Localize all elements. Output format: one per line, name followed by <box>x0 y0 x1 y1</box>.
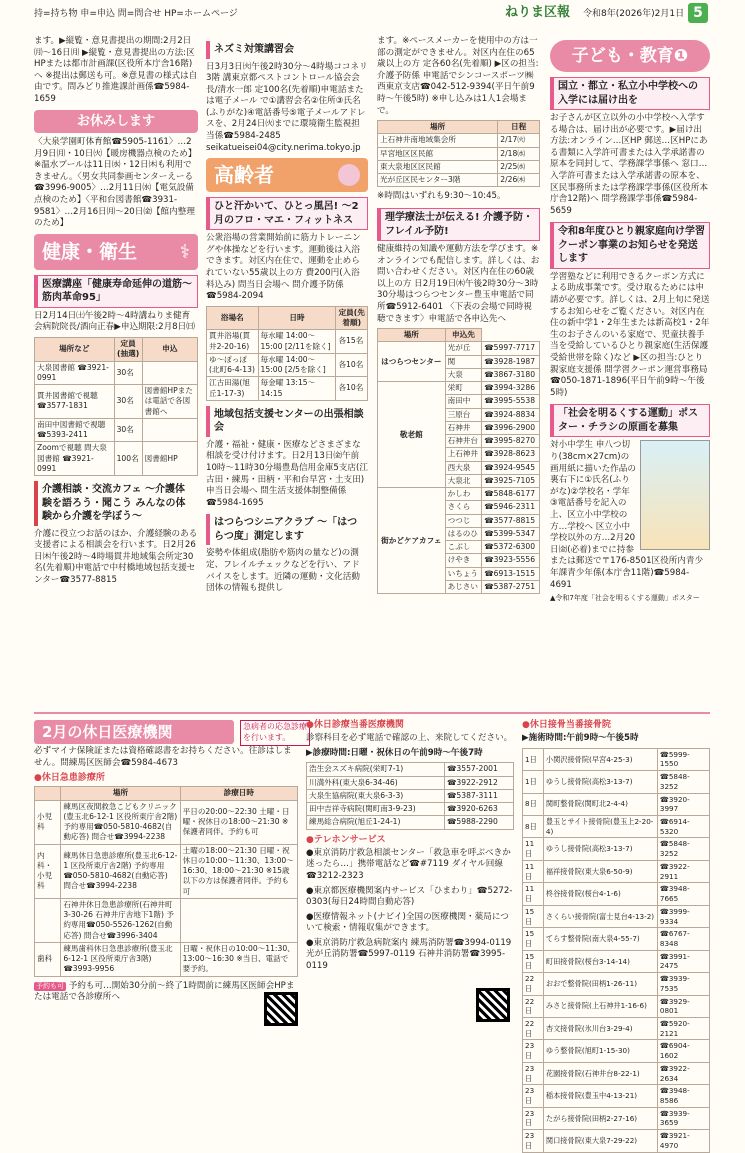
holiday-medical-subtitle: 急病者の応急診療を行います。 <box>240 720 310 746</box>
rat-text: 日3月3日㈫午後2時30分〜4時場ココネリ3階 講東京都ペストコントロール協会会長/清水一郎 定100名(先着順)申電話または電子メール で①講習会名②住所③氏名(ふりがな)④電話番号⑤電子メールアドレスを、2月24日㈫までに環境衛生監視担当係☎5984-2485 seikatueisei04@city.nerima.tokyo.jp <box>206 61 368 153</box>
table-cell: 23日 <box>523 1107 544 1129</box>
table-cell: ☎3994-3286 <box>482 382 540 395</box>
poster-caption: ▲令和7年度「社会を明るくする運動」ポスター <box>550 594 700 603</box>
tel-item: ●東京消防庁救急相談センター「救急車を呼ぶべきか迷ったら…」携帯電話など☎#7119 ダイヤル回線☎3212-2323 <box>306 847 511 881</box>
table-cell: おおで整骨院(田柄1-26-11) <box>543 973 657 995</box>
table-cell: 大泉 <box>445 368 482 381</box>
closed-text: 〈大泉学園町体育館☎5905-1161〉…2月9日㈪・10日㈫【暖房機器点検のため】※温水プールは11日㈬・12日㈭も利用できません。〈男女共同参画センターえーる☎3996-9005〉…2月11日㈬【電気設備点検のため】〈平和台図書館☎3931-9581〉…2月16日㈪〜20日㈮【館内整理のため】 <box>34 137 197 229</box>
table-cell: 22日 <box>523 995 544 1017</box>
table-cell: ☎5920-2121 <box>657 1017 709 1039</box>
table-cell: つつじ <box>445 514 482 527</box>
table-cell: 各15名 <box>336 330 368 354</box>
table-cell: 各10名 <box>336 353 368 377</box>
table-cell: ゆうし接骨院(高松3-13-7) <box>543 771 657 793</box>
table-cell: ☎3924-9545 <box>482 461 540 474</box>
table-cell: 2/18㈬ <box>498 147 540 160</box>
table-cell: 花園接骨院(石神井台8-22-1) <box>543 1062 657 1084</box>
coupon-text: 学習塾などに利用できるクーポン方式による助成事業です。受け取るためには申請が必要です。詳しくは、2月上旬に発送するお知らせをご覧ください。対区内在住の新中学1・2年生または新高校1・2年生のお子さんのいる家庭で、児童扶養手当を受給しているひとり親家庭(生活保護受給世帯を除く)など ▶区の担当:ひとり親家庭支援係 問学習クーポン運営事務局☎050-1871-1896(平日午前9時〜午後5時) <box>550 271 710 398</box>
school-text: お子さんが区立以外の小中学校へ入学する場合は、届け出が必要です。▶届け出方法:オンライン…区HP 郵送…区HPにある書類に入学許可書または入学承諾書の原本を同封して、学務課学事係へ 窓口…入学許可書または入学承諾書の原本を、区民事務所または学務課学事係(区役所本庁舎12階)へ 問学務課学事係☎5984-5659 <box>550 113 709 216</box>
table-cell: 毎水曜 14:00〜15:00 [2/11を除く] <box>258 330 336 354</box>
table-cell: Zoomで視聴 問大泉図書館 ☎3921-0991 <box>35 442 115 476</box>
table-cell: ☎6914-5320 <box>657 816 709 838</box>
table-cell: ☎3928-8623 <box>482 448 540 461</box>
table-row <box>378 160 540 173</box>
coupon-title: 令和8年度ひとり親家庭向け学習クーポン事業のお知らせを発送します <box>550 222 710 269</box>
table-cell: ☎3995-5538 <box>482 395 540 408</box>
table-cell: ☎3925-7105 <box>482 474 540 487</box>
table-cell: ☎5372-6300 <box>482 541 540 554</box>
table-cell: 石神井台 <box>445 435 482 448</box>
column-2 <box>206 36 368 702</box>
table-cell: ☎5387-3111 <box>444 789 513 802</box>
table-cell: ☎3920-6263 <box>444 803 513 816</box>
elderly-banner <box>206 158 368 192</box>
table-header-cell: 場所 <box>378 121 498 134</box>
group-cell: 街かどケアカフェ <box>378 488 446 594</box>
table-row <box>307 803 514 816</box>
table-row <box>35 800 298 844</box>
venue-table <box>377 120 540 187</box>
table-cell: ☎3939-3659 <box>657 1107 709 1129</box>
table-header-cell: 申込 <box>142 338 197 362</box>
bath-text: 公衆浴場の営業開始前に筋力トレーニングや体操などを行います。運動後は入浴できます。対区内在住で、運動を止められていない55歳以上の方 費200円(入浴料込み) 問当日会場へ 問介護予防係☎5984-2094 <box>206 233 361 302</box>
table-row <box>378 382 540 395</box>
table-cell: 日曜・祝休日の10:00〜11:30、13:00〜16:30 ※当日、電話で要予約。 <box>180 942 297 976</box>
bonesetter-table <box>522 748 710 1153</box>
table-row <box>523 860 710 882</box>
table-row <box>523 1130 710 1152</box>
table-row <box>307 816 514 829</box>
table-cell: 早宮地区区民館 <box>378 147 498 160</box>
table-cell: 大泉北 <box>445 474 482 487</box>
poster-image <box>640 440 710 550</box>
table-cell: ☎3924-8834 <box>482 408 540 421</box>
table-cell: 小児科 <box>35 800 61 844</box>
table-header-cell: 診療日時 <box>180 787 297 800</box>
reserve-note <box>34 981 298 1004</box>
table-row <box>378 147 540 160</box>
health-banner <box>34 234 198 270</box>
elderly-couple-icon <box>338 164 360 186</box>
table-row <box>378 488 540 501</box>
chiiki-text: 介護・福祉・健康・医療などさまざまな相談を受け付けます。日2月13日㈮午前10時〜11時30分場豊島信用金庫5支店(江古田・練馬・田柄・平和台早宮・土支田) 申当日会場へ 問生活支援体制整備係☎5984-1695 <box>206 439 368 508</box>
er-block <box>306 716 514 1086</box>
table-cell: 石神井休日急患診療所(石神井町3-30-26 石神井庁舎地下1階) 予約専用☎050-5526-1262(自動応答) 問合せ☎3996-3404 <box>61 898 180 942</box>
table-cell: 11日 <box>523 838 544 860</box>
reserve-tag: 予約も可 <box>36 981 64 990</box>
qr-code-icon[interactable] <box>476 988 510 1022</box>
table-cell: ☎3923-5556 <box>482 554 540 567</box>
senior-title: はつらつシニアクラブ 〜「はつらつ度」測定します <box>206 514 368 545</box>
table-cell: かしわ <box>445 488 482 501</box>
table-row <box>523 1017 710 1039</box>
table-cell: 22日 <box>523 973 544 995</box>
table-cell: 貫井図書館で視聴 ☎3577-1831 <box>35 385 115 419</box>
er-intro: 診察科目を必ず電話で確認の上、来院してください。 <box>306 733 513 744</box>
table-row <box>35 442 198 476</box>
table-cell: 関町整骨院(関町北2-4-4) <box>543 793 657 815</box>
table-cell: ☎3948-7665 <box>657 883 709 905</box>
table-header-cell: 場所 <box>378 329 446 342</box>
pt-title: 理学療法士が伝える! 介護予防・フレイル予防! <box>377 208 540 241</box>
table-header-cell: 申込先 <box>445 329 482 342</box>
tel-item: ●東京都医療機関案内サービス「ひまわり」☎5272-0303(毎日24時間自動応答) <box>306 885 513 908</box>
table-cell: たがら接骨院(田柄2-27-16) <box>543 1107 657 1129</box>
table-row <box>307 763 514 776</box>
kids-banner: 子ども・教育❶ <box>550 40 710 72</box>
bonesetter-block <box>522 716 710 1150</box>
page-header <box>0 0 745 28</box>
table-cell: 小関沢接骨院(早宮4-25-3) <box>543 748 657 770</box>
table-cell: 30名 <box>114 418 142 442</box>
table-cell: 2/26㈭ <box>498 174 540 187</box>
table-cell: 8日 <box>523 816 544 838</box>
care-cafe-text: 介護に役立つお話のほか、介護経験のある支援者による相談会を行います。日2月26日㈭午後2時〜4時場貫井地域集会所定30名(先着順)申電話で中村橋地域包括支援センター☎3577-8815 <box>34 528 198 585</box>
application-table <box>377 328 540 594</box>
table-header-cell: 浴場名 <box>207 306 259 330</box>
table-cell: 30名 <box>114 361 142 385</box>
tel-item: ●東京消防庁救急病院案内 練馬消防署☎3994-0119 光が丘消防署☎5997-0119 石神井消防署☎3995-0119 <box>306 937 512 972</box>
holiday-medical-title: 2月の休日医療機関 <box>34 720 234 744</box>
table-cell: ☎3996-2900 <box>482 421 540 434</box>
table-row <box>35 361 198 385</box>
table-row <box>523 1085 710 1107</box>
table-cell: 15日 <box>523 950 544 972</box>
school-title: 国立・都立・私立小中学校への入学には届け出を <box>550 77 710 110</box>
table-cell: ☎6767-8348 <box>657 928 709 950</box>
table-cell: 関 <box>445 355 482 368</box>
bath-title: ひと汗かいて、ひとっ風呂! 〜2月のフロ・マエ・フィットネス <box>206 197 368 230</box>
table-cell: 練馬休日急患診療所(豊玉北6-12-1 区役所東庁舎2階) 予約専用☎050-5810-4682(自動応答) 問合せ☎3994-2238 <box>61 844 180 898</box>
clinic-block <box>34 746 298 1086</box>
tel-item: ●医療情報ネット(ナビイ)全国の医療機関・薬局について検索・情報収集ができます。 <box>306 911 509 934</box>
table-row <box>523 950 710 972</box>
table-cell: ☎6913-1515 <box>482 567 540 580</box>
qr-code-icon[interactable] <box>264 992 298 1026</box>
legend-text: 持=持ち物 申=申込 問=問合せ HP=ホームページ <box>34 9 238 19</box>
table-row <box>523 883 710 905</box>
table-cell: 上石神井 <box>445 448 482 461</box>
table-cell: あじさい <box>445 580 482 593</box>
table-row <box>523 1107 710 1129</box>
table-cell: 8日 <box>523 793 544 815</box>
table-row <box>378 174 540 187</box>
table-cell: 石神井 <box>445 421 482 434</box>
table-cell: 杏文接骨院(氷川台3-29-4) <box>543 1017 657 1039</box>
table-header-cell: 場所など <box>35 338 115 362</box>
table-cell: ゆう整骨院(旭町1-15-30) <box>543 1040 657 1062</box>
table-cell: ☎3991-2475 <box>657 950 709 972</box>
table-cell: ☎5988-2290 <box>444 816 513 829</box>
table-cell: 23日 <box>523 1085 544 1107</box>
table-row <box>523 816 710 838</box>
closed-banner: お休みします <box>34 110 198 134</box>
table-row <box>523 973 710 995</box>
table-row <box>307 789 514 802</box>
newsletter-logo: ねりま区報 <box>505 5 571 20</box>
table-cell: けやき <box>445 554 482 567</box>
table-cell: 大泉図書館 ☎3921-0991 <box>35 361 115 385</box>
table-cell: 貫井浴場(貫井2-20-16) <box>207 330 259 354</box>
clinic-heading: ●休日急患診療所 <box>34 773 105 784</box>
table-cell: 歯科 <box>35 942 61 976</box>
table-cell: はるのひ <box>445 527 482 540</box>
table-cell: 川満外科(東大泉6-34-46) <box>307 776 445 789</box>
table-cell: ☎3922-2634 <box>657 1062 709 1084</box>
table-cell: 23日 <box>523 1130 544 1152</box>
table-cell: 各10名 <box>336 377 368 401</box>
elderly-banner-label: 高齢者 <box>214 163 274 188</box>
table-row <box>35 418 198 442</box>
table-cell: ☎3577-8815 <box>482 514 540 527</box>
table-cell: 毎金曜 13:15〜14:15 <box>258 377 336 401</box>
table-cell: さくら <box>445 501 482 514</box>
table-cell: ☎3928-1987 <box>482 355 540 368</box>
bonesetter-hours: ▶施術時間:午前9時〜午後5時 <box>522 733 639 744</box>
table-cell: 1日 <box>523 771 544 793</box>
poster-text: 対小中学生 申八つ切り(38cm×27cm)の画用紙に描いた作品の裏右下に①氏名(ふりがな)②学校名・学年③電話番号を記入の上、区立小中学校の方…学校へ 区立小中学校以外の方…2月20日㈮(必着)までに持参または郵送で〒176-8501区役所内青少年課青少年係(本庁舎11階)☎5984-4691 <box>550 440 704 590</box>
table-row <box>207 377 368 401</box>
table-cell <box>180 898 297 942</box>
table-cell: 23日 <box>523 1040 544 1062</box>
reserve-note-text: 予約も可…開始30分前〜終了1時間前に練馬区医師会HPまたは電話で各診療所へ <box>34 980 295 1003</box>
table-row <box>523 995 710 1017</box>
table-cell: 稲本接骨院(豊玉中4-13-21) <box>543 1085 657 1107</box>
rat-title: ネズミ対策講習会 <box>206 41 368 59</box>
table-cell: 江古田湯(旭丘1-17-3) <box>207 377 259 401</box>
table-cell: 南田中図書館で視聴 ☎5393-2411 <box>35 418 115 442</box>
table-cell: 浩生会スズキ病院(栄町7-1) <box>307 763 445 776</box>
table-header-cell: 定員(抽選) <box>114 338 142 362</box>
table-row <box>35 844 298 898</box>
table-header-cell <box>35 787 61 800</box>
table-cell: 練馬総合病院(旭丘1-24-1) <box>307 816 445 829</box>
table-cell: ☎5399-5347 <box>482 527 540 540</box>
table-cell: こぶし <box>445 541 482 554</box>
table-cell: 町田接骨院(桜台3-14-14) <box>543 950 657 972</box>
er-hours: ▶診療時間:日曜・祝休日の午前9時〜午後7時 <box>306 747 483 758</box>
lecture-table <box>34 337 198 476</box>
table-cell: てらす整骨院(南大泉4-55-7) <box>543 928 657 950</box>
venue-note: ※時間はいずれも9:30〜10:45。 <box>377 191 506 202</box>
table-cell: 光が丘区民センター3階 <box>378 174 498 187</box>
table-cell: ☎5387-2751 <box>482 580 540 593</box>
table-cell: 東大泉地区区民館 <box>378 160 498 173</box>
clinic-table <box>34 786 298 976</box>
table-cell: 平日の20:00〜22:30 土曜・日曜・祝休日の18:00〜21:30 ※保護者同伴。予約も可 <box>180 800 297 844</box>
senior-cont-text: ます。※ペースメーカーを使用中の方は一部の測定ができません。対区内在住の65歳以上の方 定各60名(先着順) ▶区の担当:介護予防係 申電話でシンコースポーツ㈱西東京支店☎042-512-9394(平日午前9時〜午後5時) ※申し込みは1人1会場まで。 <box>377 36 539 116</box>
health-banner-label: 健康・衛生 <box>42 240 138 263</box>
table-cell: ☎5997-7717 <box>482 342 540 355</box>
table-cell: 毎水曜 14:00〜15:00 [2/5を除く] <box>258 353 336 377</box>
table-cell: 1日 <box>523 748 544 770</box>
table-cell <box>35 898 61 942</box>
table-row <box>523 838 710 860</box>
column-3 <box>377 36 540 702</box>
group-cell: はつらつセンター <box>378 342 446 382</box>
table-cell: 図書館HP <box>142 442 197 476</box>
table-row <box>523 1040 710 1062</box>
holiday-medical-section <box>34 712 710 1150</box>
table-cell: 土曜の18:00〜21:30 日曜・祝休日の10:00〜11:30、13:00〜16:30、18:00〜21:30 ※15歳以下の方は保護者同伴。予約も可 <box>180 844 297 898</box>
table-cell <box>142 418 197 442</box>
table-cell: 田中吉祥寺病院(関町南3-9-23) <box>307 803 445 816</box>
table-cell: 2/17㈫ <box>498 134 540 147</box>
table-header-cell: 日時 <box>258 306 336 330</box>
er-table <box>306 762 514 829</box>
table-cell: ☎3939-7535 <box>657 973 709 995</box>
table-cell: 南田中 <box>445 395 482 408</box>
page-number: 5 <box>688 3 708 23</box>
table-header-cell: 日程 <box>498 121 540 134</box>
bonesetter-heading: ●休日接骨当番接骨院 <box>522 720 611 730</box>
table-cell: 2/25㈬ <box>498 160 540 173</box>
er-heading: ●休日診療当番医療機関 <box>306 720 404 730</box>
table-row <box>207 353 368 377</box>
table-row <box>207 330 368 354</box>
table-cell: ☎3948-8586 <box>657 1085 709 1107</box>
table-cell: 練馬区夜間救急こどもクリニック(豊玉北6-12-1 区役所東庁舎2階) 予約専用☎050-5810-4682(自動応答) 問合せ☎3994-2238 <box>61 800 180 844</box>
table-cell: 光が丘 <box>445 342 482 355</box>
table-cell: 図書館HPまたは電話で各図書館へ <box>142 385 197 419</box>
table-row <box>307 776 514 789</box>
table-cell: 柊谷接骨院(桜台4-1-6) <box>543 883 657 905</box>
table-cell: ☎3922-2912 <box>444 776 513 789</box>
tel-list <box>306 848 514 973</box>
table-cell: ☎5946-2311 <box>482 501 540 514</box>
table-header-cell: 場所 <box>61 787 180 800</box>
table-cell: 豊玉とサイト接骨院(豊玉上2-20-4) <box>543 816 657 838</box>
stethoscope-icon: ⚕ <box>179 240 190 263</box>
column-1 <box>34 36 198 702</box>
group-cell: 敬老館 <box>378 382 446 488</box>
table-cell: ☎6904-1602 <box>657 1040 709 1062</box>
table-cell: 30名 <box>114 385 142 419</box>
table-cell: ☎5848-6177 <box>482 488 540 501</box>
table-row <box>523 905 710 927</box>
table-row <box>35 898 298 942</box>
table-cell: ☎3929-0801 <box>657 995 709 1017</box>
table-cell: ☎5848-3252 <box>657 838 709 860</box>
table-row <box>35 942 298 976</box>
table-row <box>523 771 710 793</box>
table-cell: ☎3920-3997 <box>657 793 709 815</box>
table-row <box>523 793 710 815</box>
table-cell: ☎3995-8270 <box>482 435 540 448</box>
table-cell: 福祥接骨院(東大泉6-50-9) <box>543 860 657 882</box>
holiday-intro: 必ずマイナ保険証または資格確認書をお持ちください。往診はしません。問練馬区医師会☎5984-4673 <box>34 746 292 768</box>
table-cell: ☎3557-2001 <box>444 763 513 776</box>
table-cell: 100名 <box>114 442 142 476</box>
table-cell: ☎5999-1550 <box>657 748 709 770</box>
tel-heading: ●テレホンサービス <box>306 834 386 845</box>
table-cell: みさと接骨院(上石神井1-16-6) <box>543 995 657 1017</box>
table-cell: 西大泉 <box>445 461 482 474</box>
issue-date: 令和8年(2026年)2月1日 <box>583 9 685 19</box>
table-cell: 15日 <box>523 905 544 927</box>
column-4 <box>550 36 710 702</box>
table-cell: 三原台 <box>445 408 482 421</box>
table-cell: さくらい接骨院(富士見台4-13-2) <box>543 905 657 927</box>
table-cell: 上石神井南地域集会所 <box>378 134 498 147</box>
senior-text: 姿勢や体組成(脂肪や筋肉の量など)の測定、フレイルチェックなどを行い、アドバイスをします。近隣の運動・文化活動団体の情報も提供し <box>206 548 360 594</box>
table-cell: 練馬歯科休日急患診療所(豊玉北6-12-1 区役所東庁舎3階) ☎3993-9956 <box>61 942 180 976</box>
lecture-text: 日2月14日㈯午後2時〜4時講ねりま健育会病院院長/酒向正春▶申込期限:2月8日㈰ <box>34 310 195 333</box>
table-cell: 23日 <box>523 1062 544 1084</box>
poster-title: 「社会を明るくする運動」ポスター・チラシの原画を募集 <box>550 404 710 437</box>
table-cell <box>142 361 197 385</box>
table-cell: 大泉生協病院(東大泉6-3-3) <box>307 789 445 802</box>
table-cell: ☎3867-3180 <box>482 368 540 381</box>
pt-text: 健康維持の知識や運動方法を学びます。※オンラインでも配信します。詳しくは、お問い合わせください。対区内在住の60歳以上の方 日2月19日㈭午後2時30分〜3時30分場はつらつセンター豊玉申電話で同所☎5912-6401 〈下表の会場で同時視聴できます〉申電話で各申込先へ <box>377 244 540 324</box>
table-cell: ☎3999-9334 <box>657 905 709 927</box>
table-cell: 11日 <box>523 883 544 905</box>
table-cell: 栄町 <box>445 382 482 395</box>
table-cell: 11日 <box>523 860 544 882</box>
opinion-text: ます。▶縦覧・意見書提出の期間:2月2日㈪〜16日㈪ ▶縦覧・意見書提出の方法:区HPまたは都市計画課(区役所本庁舎16階)へ ※提出は郵送も可。※意見書の様式は自由です。問みどり推進課計画係☎5984-1659 <box>34 36 198 104</box>
table-row <box>378 134 540 147</box>
table-row <box>523 928 710 950</box>
table-cell: ☎3921-4970 <box>657 1130 709 1152</box>
table-header-cell: 定員(先着順) <box>336 306 368 330</box>
table-cell: ☎3922-2911 <box>657 860 709 882</box>
table-cell: いちょう <box>445 567 482 580</box>
table-cell: ☎5848-3252 <box>657 771 709 793</box>
table-row <box>523 748 710 770</box>
table-row <box>523 1062 710 1084</box>
care-cafe-title: 介護相談・交流カフェ 〜介護体験を語ろう・聞こう みんなの体験から介護を学ぼう〜 <box>34 481 198 526</box>
table-cell: ゆうし接骨院(高松3-13-7) <box>543 838 657 860</box>
table-cell: 22日 <box>523 1017 544 1039</box>
table-cell: ゆ〜ぽっぽ(北町6-4-13) <box>207 353 259 377</box>
table-cell: 関口接骨院(東大泉7-29-22) <box>543 1130 657 1152</box>
table-cell: 15日 <box>523 928 544 950</box>
chiiki-title: 地域包括支援センターの出張相談会 <box>206 406 368 437</box>
lecture-title: 医療講座「健康寿命延伸の道筋〜筋肉革命95」 <box>34 275 198 308</box>
table-cell: 内科・小児科 <box>35 844 61 898</box>
table-row <box>35 385 198 419</box>
bath-table <box>206 306 368 401</box>
table-row <box>378 342 540 355</box>
